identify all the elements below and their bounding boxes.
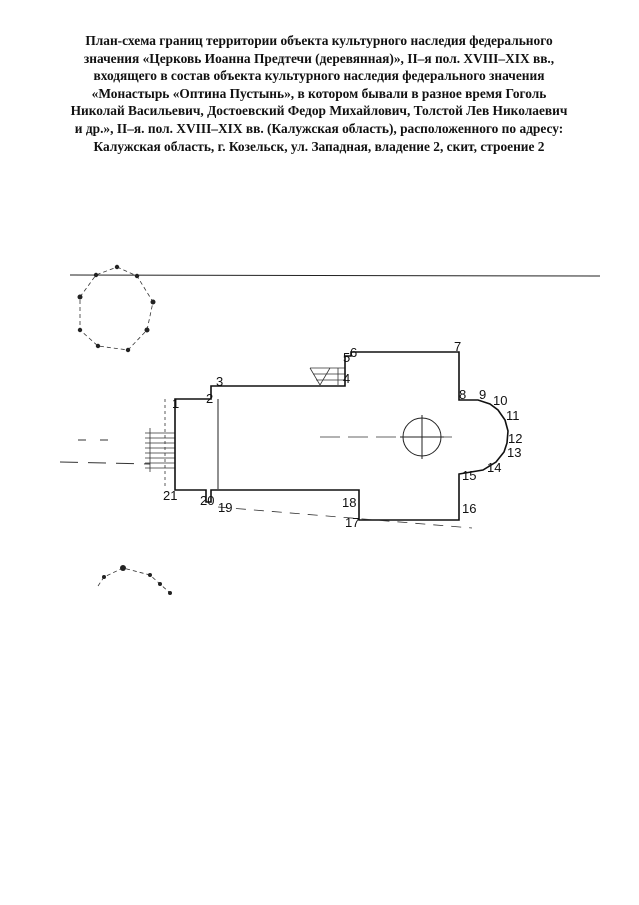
point-label: 15 [462,468,477,483]
title-line: Николай Васильевич, Достоевский Федор Михайлович, Толстой Лев Николаевич [70,103,568,119]
point-label: 1 [172,396,180,411]
point-label: 3 [216,374,224,389]
dome-symbol [400,415,444,459]
point-label: 19 [218,500,233,515]
porch-steps [310,368,345,385]
point-label: 9 [479,387,487,402]
point-label: 18 [342,495,357,510]
point-label: 13 [507,445,522,460]
point-label: 16 [462,501,477,516]
tree-markers-bottom [102,565,172,595]
tree-cluster-bottom [98,568,170,593]
point-label: 17 [345,515,360,530]
point-label: 2 [206,391,214,406]
title-line: Калужская область, г. Козельск, ул. Западная, владение 2, скит, строение 2 [93,138,545,154]
point-label: 11 [506,408,520,423]
point-label: 10 [493,393,508,408]
point-label: 12 [508,431,523,446]
point-label: 14 [487,460,502,475]
road-line [70,275,600,276]
title-line: и др.», II–я. пол. XVIII–XIX вв. (Калужская область), расположенного по адресу: [74,120,564,136]
title-line: входящего в состав объекта культурного наследия федерального значения [93,68,545,84]
tree-markers-top [78,265,156,352]
title-line: «Монастырь «Оптина Пустынь», в котором бывали в разное время Гоголь [91,85,547,101]
point-label: 6 [350,345,358,360]
point-label: 8 [459,387,467,402]
title-line: План-схема границ территории объекта культурного наследия федерального [85,33,553,48]
title-line: значения «Церковь Иоанна Предтечи (деревянная)», II–я пол. XVIII–XIX вв., [83,50,555,66]
point-label: 7 [454,339,462,354]
tree-cluster-top [80,267,153,350]
entrance-steps [145,399,175,489]
point-label: 4 [343,371,351,386]
axis-line [60,462,150,464]
point-label: 5 [343,350,351,365]
point-label: 20 [200,493,215,508]
point-label: 21 [163,488,178,503]
